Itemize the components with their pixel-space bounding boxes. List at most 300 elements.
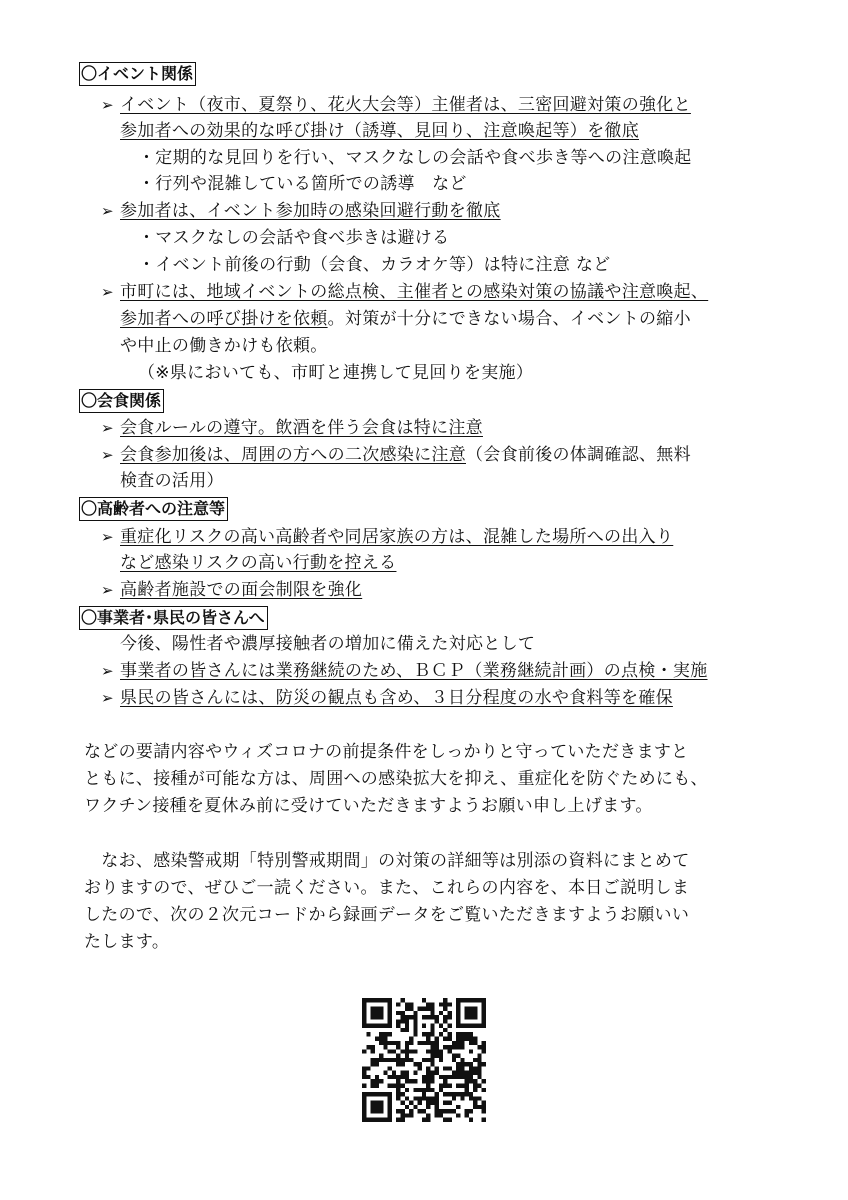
qr-module xyxy=(456,1105,460,1109)
qr-module xyxy=(473,1041,477,1045)
event-bullet-3-line-2-rest: 。対策が十分にできない場合、イベントの縮小 xyxy=(327,309,691,329)
qr-module xyxy=(426,1032,430,1036)
qr-module xyxy=(371,1101,375,1105)
qr-module xyxy=(375,1011,379,1015)
qr-module xyxy=(460,1024,464,1028)
qr-module xyxy=(388,1015,392,1019)
qr-module xyxy=(465,1075,469,1079)
qr-module xyxy=(405,1007,409,1011)
qr-module xyxy=(477,1066,481,1070)
qr-module xyxy=(439,1058,443,1062)
event-bullet-1-sub-1: ・定期的な見回りを行い、マスクなしの会話や食べ歩き等への注意喚起 xyxy=(138,148,692,168)
qr-module xyxy=(375,1007,379,1011)
qr-module xyxy=(422,1109,426,1113)
qr-module xyxy=(435,1049,439,1053)
qr-module xyxy=(413,1071,417,1075)
qr-module xyxy=(435,1101,439,1105)
qr-module xyxy=(469,1007,473,1011)
qr-module xyxy=(396,1092,400,1096)
qr-module xyxy=(477,998,481,1002)
qr-module xyxy=(469,1092,473,1096)
qr-module xyxy=(400,1049,404,1053)
qr-module xyxy=(469,1096,473,1100)
qr-module xyxy=(409,1109,413,1113)
paragraph-2-line-1: なお、感染警戒期「特別警戒期間」の対策の詳細等は別添の資料にまとめて xyxy=(84,851,690,871)
qr-module xyxy=(396,1058,400,1062)
event-note: （※県においても、市町と連携して見回りを実施） xyxy=(138,363,534,383)
qr-module xyxy=(396,1024,400,1028)
paragraph-1-line-3: ワクチン接種を夏休み前に受けていただきますようお願い申し上げます。 xyxy=(84,796,653,816)
qr-module xyxy=(379,1105,383,1109)
qr-module xyxy=(422,1024,426,1028)
qr-module xyxy=(439,1024,443,1028)
bullet-icon: ➢ xyxy=(101,96,114,114)
qr-module xyxy=(371,1049,375,1053)
qr-module xyxy=(469,1109,473,1113)
qr-module xyxy=(383,1036,387,1040)
qr-module xyxy=(392,1071,396,1075)
qr-module xyxy=(439,1088,443,1092)
qr-module xyxy=(379,1032,383,1036)
qr-module xyxy=(422,1007,426,1011)
qr-module xyxy=(422,1088,426,1092)
qr-module xyxy=(396,1084,400,1088)
qr-module xyxy=(460,1075,464,1079)
qr-module xyxy=(396,1096,400,1100)
qr-module xyxy=(371,1058,375,1062)
dining-bullet-2-line-2: 検査の活用） xyxy=(120,471,224,491)
qr-module xyxy=(430,1024,434,1028)
qr-module xyxy=(430,1075,434,1079)
qr-module xyxy=(452,1058,456,1062)
qr-module xyxy=(366,1092,370,1096)
qr-module xyxy=(460,998,464,1002)
qr-module xyxy=(477,1096,481,1100)
qr-module xyxy=(409,1101,413,1105)
qr-module xyxy=(460,1041,464,1045)
qr-module xyxy=(409,1079,413,1083)
paragraph-1-line-1: などの要請内容やウィズコロナの前提条件をしっかりと守っていただきますと xyxy=(84,742,689,762)
paragraph-2-line-2: おりますので、ぜひご一読ください。また、これらの内容を、本日ご説明しま xyxy=(84,878,690,898)
qr-module xyxy=(465,1062,469,1066)
qr-module xyxy=(443,1028,447,1032)
qr-module xyxy=(400,1113,404,1117)
qr-module xyxy=(413,1079,417,1083)
qr-module xyxy=(482,1024,486,1028)
qr-module xyxy=(362,1049,366,1053)
qr-module xyxy=(362,1084,366,1088)
qr-module xyxy=(388,1109,392,1113)
qr-module xyxy=(422,1075,426,1079)
qr-module xyxy=(448,1015,452,1019)
qr-module xyxy=(456,1015,460,1019)
qr-module xyxy=(448,1066,452,1070)
qr-module xyxy=(452,1045,456,1049)
qr-module xyxy=(400,1092,404,1096)
qr-module xyxy=(426,1084,430,1088)
qr-module xyxy=(439,1002,443,1006)
qr-module xyxy=(430,1101,434,1105)
qr-module xyxy=(469,1011,473,1015)
qr-module xyxy=(400,1015,404,1019)
qr-module xyxy=(460,1071,464,1075)
qr-module xyxy=(400,1084,404,1088)
qr-module xyxy=(460,1032,464,1036)
qr-module xyxy=(396,1118,400,1122)
qr-module xyxy=(443,1045,447,1049)
qr-module xyxy=(375,1105,379,1109)
qr-module xyxy=(388,1011,392,1015)
qr-module xyxy=(362,1118,366,1122)
qr-module xyxy=(371,1024,375,1028)
qr-module xyxy=(426,1036,430,1040)
qr-module xyxy=(413,1088,417,1092)
qr-module xyxy=(448,1011,452,1015)
qr-module xyxy=(477,1062,481,1066)
qr-module xyxy=(460,1096,464,1100)
qr-module xyxy=(388,1066,392,1070)
qr-module xyxy=(465,1024,469,1028)
qr-module xyxy=(473,1105,477,1109)
dining-bullet-2-line-1 xyxy=(120,443,691,467)
qr-module xyxy=(362,1101,366,1105)
qr-module xyxy=(422,1118,426,1122)
qr-module xyxy=(439,1075,443,1079)
qr-module xyxy=(460,1062,464,1066)
qr-module xyxy=(379,1054,383,1058)
qr-module xyxy=(366,998,370,1002)
qr-module xyxy=(435,1071,439,1075)
qr-module xyxy=(379,1024,383,1028)
qr-module xyxy=(362,1024,366,1028)
qr-module xyxy=(392,1084,396,1088)
qr-module xyxy=(388,1019,392,1023)
event-bullet-3-line-3: や中止の働きかけも依頼。 xyxy=(120,336,328,356)
qr-module xyxy=(426,1015,430,1019)
qr-module xyxy=(435,1092,439,1096)
qr-module xyxy=(443,1019,447,1023)
qr-module xyxy=(469,1062,473,1066)
qr-module xyxy=(477,1105,481,1109)
qr-module xyxy=(435,1045,439,1049)
qr-module xyxy=(482,1041,486,1045)
qr-module xyxy=(379,1058,383,1062)
qr-module xyxy=(422,1041,426,1045)
qr-module xyxy=(413,1015,417,1019)
qr-module xyxy=(366,1032,370,1036)
qr-module xyxy=(443,1092,447,1096)
qr-module xyxy=(469,1015,473,1019)
qr-module xyxy=(362,998,366,1002)
qr-module xyxy=(400,1058,404,1062)
qr-module xyxy=(452,1109,456,1113)
qr-module xyxy=(418,1041,422,1045)
event-bullet-3-line-1: 市町には、地域イベントの総点検、主催者との感染対策の協議や注意喚起、 xyxy=(120,282,709,302)
qr-module xyxy=(482,1105,486,1109)
qr-module xyxy=(426,1075,430,1079)
qr-module xyxy=(430,1062,434,1066)
qr-module xyxy=(443,1084,447,1088)
qr-module xyxy=(435,1105,439,1109)
qr-module xyxy=(482,1002,486,1006)
qr-module xyxy=(448,1084,452,1088)
qr-module xyxy=(418,1109,422,1113)
qr-module xyxy=(422,1096,426,1100)
qr-module xyxy=(452,1092,456,1096)
section-heading-dining: 〇会食関係 xyxy=(79,389,164,413)
qr-module xyxy=(388,1084,392,1088)
qr-module xyxy=(473,1015,477,1019)
qr-module xyxy=(400,1011,404,1015)
qr-module xyxy=(396,1019,400,1023)
qr-module xyxy=(482,1011,486,1015)
qr-module xyxy=(409,1113,413,1117)
qr-module xyxy=(375,1024,379,1028)
qr-module xyxy=(405,1028,409,1032)
qr-module xyxy=(371,1105,375,1109)
qr-module xyxy=(383,1118,387,1122)
qr-module xyxy=(430,1079,434,1083)
event-bullet-2-line-1: 参加者は、イベント参加時の感染回避行動を徹底 xyxy=(120,201,501,221)
qr-module xyxy=(465,1079,469,1083)
qr-module xyxy=(375,1079,379,1083)
qr-module xyxy=(362,1019,366,1023)
qr-module xyxy=(405,1019,409,1023)
qr-module xyxy=(366,1045,370,1049)
qr-module xyxy=(422,1058,426,1062)
qr-module xyxy=(362,1071,366,1075)
qr-module xyxy=(469,1049,473,1053)
qr-module xyxy=(362,1011,366,1015)
qr-module xyxy=(477,1054,481,1058)
qr-module xyxy=(448,1036,452,1040)
qr-module xyxy=(379,1036,383,1040)
qr-module xyxy=(460,1092,464,1096)
qr-module xyxy=(435,1019,439,1023)
qr-module xyxy=(396,1109,400,1113)
qr-module xyxy=(418,1062,422,1066)
qr-module xyxy=(366,1118,370,1122)
qr-module xyxy=(430,1015,434,1019)
qr-module xyxy=(430,1002,434,1006)
qr-module xyxy=(482,1062,486,1066)
qr-module xyxy=(469,1118,473,1122)
qr-module xyxy=(383,1041,387,1045)
qr-module xyxy=(482,1019,486,1023)
qr-module xyxy=(482,1015,486,1019)
qr-module xyxy=(400,1028,404,1032)
qr-module xyxy=(392,1058,396,1062)
qr-module xyxy=(400,1071,404,1075)
qr-module xyxy=(426,1118,430,1122)
qr-module xyxy=(439,1049,443,1053)
qr-module xyxy=(388,1049,392,1053)
qr-module xyxy=(371,1079,375,1083)
qr-module xyxy=(426,1096,430,1100)
qr-module xyxy=(396,1011,400,1015)
qr-module xyxy=(456,1092,460,1096)
bullet-icon: ➢ xyxy=(101,581,114,599)
qr-module xyxy=(375,1062,379,1066)
qr-module xyxy=(418,1007,422,1011)
qr-module xyxy=(456,1011,460,1015)
qr-module xyxy=(473,1024,477,1028)
qr-module xyxy=(422,1032,426,1036)
qr-module xyxy=(362,1109,366,1113)
qr-module xyxy=(383,1024,387,1028)
qr-module xyxy=(452,1054,456,1058)
qr-module xyxy=(388,1058,392,1062)
qr-module xyxy=(430,1028,434,1032)
qr-module xyxy=(405,1071,409,1075)
qr-module xyxy=(418,1088,422,1092)
qr-module xyxy=(448,1101,452,1105)
bullet-icon: ➢ xyxy=(101,283,114,301)
qr-module xyxy=(448,1032,452,1036)
qr-module xyxy=(396,1054,400,1058)
business-intro: 今後、陽性者や濃厚接触者の増加に備えた対応として xyxy=(120,634,536,654)
qr-module xyxy=(456,1024,460,1028)
qr-module xyxy=(456,1032,460,1036)
qr-module xyxy=(413,1011,417,1015)
dining-bullet-1: 会食ルールの遵守。飲酒を伴う会食は特に注意 xyxy=(120,418,483,438)
qr-module xyxy=(418,1096,422,1100)
qr-module xyxy=(422,1015,426,1019)
qr-module xyxy=(456,1084,460,1088)
qr-module xyxy=(473,1058,477,1062)
event-bullet-2-sub-1: ・マスクなしの会話や食べ歩きは避ける xyxy=(138,228,450,248)
qr-module xyxy=(482,1079,486,1083)
qr-module xyxy=(362,1066,366,1070)
qr-module xyxy=(375,1075,379,1079)
qr-module xyxy=(465,1015,469,1019)
qr-module xyxy=(371,1045,375,1049)
qr-module xyxy=(400,1019,404,1023)
qr-module xyxy=(456,1002,460,1006)
qr-module xyxy=(362,1113,366,1117)
qr-module xyxy=(366,1066,370,1070)
qr-module xyxy=(379,1015,383,1019)
qr-module xyxy=(375,1058,379,1062)
qr-module xyxy=(473,1096,477,1100)
bullet-icon: ➢ xyxy=(101,446,114,464)
qr-module xyxy=(435,1096,439,1100)
qr-module xyxy=(482,1045,486,1049)
qr-module xyxy=(435,1041,439,1045)
qr-module xyxy=(469,1024,473,1028)
qr-module xyxy=(439,1113,443,1117)
qr-module xyxy=(426,1049,430,1053)
qr-module xyxy=(430,1088,434,1092)
qr-module xyxy=(456,998,460,1002)
qr-module xyxy=(456,1041,460,1045)
bullet-icon: ➢ xyxy=(101,662,114,680)
qr-module xyxy=(430,1045,434,1049)
qr-module xyxy=(443,998,447,1002)
qr-module xyxy=(362,1092,366,1096)
qr-module xyxy=(379,998,383,1002)
qr-module xyxy=(465,998,469,1002)
qr-module xyxy=(413,1024,417,1028)
qr-module xyxy=(379,1011,383,1015)
qr-module xyxy=(473,1007,477,1011)
qr-module xyxy=(473,1079,477,1083)
qr-module xyxy=(448,1045,452,1049)
qr-module xyxy=(383,998,387,1002)
qr-module xyxy=(443,1066,447,1070)
qr-module xyxy=(469,1036,473,1040)
qr-module xyxy=(473,1036,477,1040)
qr-module xyxy=(469,1079,473,1083)
qr-module xyxy=(379,1101,383,1105)
qr-module xyxy=(396,1041,400,1045)
qr-module xyxy=(383,1071,387,1075)
qr-module xyxy=(426,1105,430,1109)
qr-module xyxy=(396,1002,400,1006)
qr-module xyxy=(388,1002,392,1006)
qr-module xyxy=(388,1024,392,1028)
event-bullet-1-line-1: イベント（夜市、夏祭り、花火大会等）主催者は、三密回避対策の強化と xyxy=(120,95,691,115)
qr-module xyxy=(426,1041,430,1045)
qr-module xyxy=(469,1032,473,1036)
qr-module xyxy=(426,1066,430,1070)
qr-module xyxy=(383,1045,387,1049)
qr-module xyxy=(473,998,477,1002)
qr-module xyxy=(409,1002,413,1006)
qr-module xyxy=(362,1015,366,1019)
qr-module xyxy=(452,1096,456,1100)
qr-module xyxy=(392,1041,396,1045)
qr-module xyxy=(443,1075,447,1079)
qr-module xyxy=(465,1088,469,1092)
qr-module xyxy=(405,1054,409,1058)
qr-module xyxy=(405,1088,409,1092)
qr-module xyxy=(456,1019,460,1023)
qr-module xyxy=(465,1109,469,1113)
qr-module xyxy=(482,1101,486,1105)
qr-module xyxy=(465,1113,469,1117)
bullet-icon: ➢ xyxy=(101,202,114,220)
qr-module xyxy=(435,1066,439,1070)
event-bullet-2-sub-2: ・イベント前後の行動（会食、カラオケ等）は特に注意 など xyxy=(138,255,611,275)
qr-module xyxy=(413,1032,417,1036)
qr-code-icon[interactable] xyxy=(362,998,486,1122)
qr-module xyxy=(426,1058,430,1062)
qr-module xyxy=(392,1049,396,1053)
qr-module xyxy=(439,1054,443,1058)
qr-module xyxy=(456,1071,460,1075)
section-heading-event: 〇イベント関係 xyxy=(79,62,196,86)
qr-module xyxy=(396,1062,400,1066)
section-heading-elderly: 〇高齢者への注意等 xyxy=(79,497,228,521)
qr-module xyxy=(400,1062,404,1066)
qr-module xyxy=(430,1054,434,1058)
qr-module xyxy=(396,1079,400,1083)
qr-module xyxy=(362,1105,366,1109)
qr-module xyxy=(435,1109,439,1113)
qr-module xyxy=(477,1071,481,1075)
qr-module xyxy=(409,1058,413,1062)
qr-module xyxy=(430,1007,434,1011)
qr-module xyxy=(430,1049,434,1053)
qr-module xyxy=(482,1049,486,1053)
qr-module xyxy=(422,1092,426,1096)
qr-module xyxy=(435,1036,439,1040)
qr-module xyxy=(443,1007,447,1011)
qr-module xyxy=(383,1032,387,1036)
qr-module xyxy=(375,1015,379,1019)
qr-module xyxy=(388,1101,392,1105)
